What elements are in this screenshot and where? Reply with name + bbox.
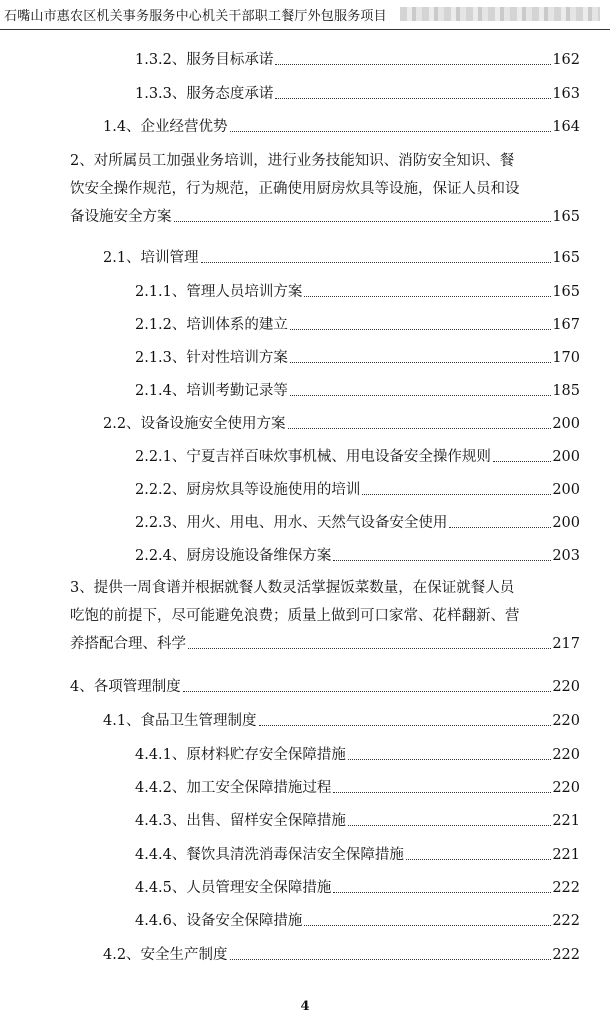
toc-leader-dots (174, 220, 552, 222)
toc-entry-title: 2.2.4、厨房设施设备维保方案 (135, 548, 332, 564)
toc-entry-page: 217 (552, 636, 580, 652)
toc-entry-4-4-6[interactable] (135, 911, 580, 931)
toc-entry-page: 221 (552, 847, 580, 863)
toc-entry-page: 200 (552, 515, 580, 531)
toc-entry-page: 203 (552, 548, 580, 564)
toc-leader-dots (449, 526, 551, 528)
toc-entry-page: 220 (552, 747, 580, 763)
toc-entry-4-4-3[interactable] (135, 811, 580, 831)
toc-entry-page: 165 (552, 209, 580, 225)
toc-leader-dots (406, 858, 551, 860)
toc-entry-page: 165 (552, 250, 580, 266)
toc-entry-2-1-4[interactable] (135, 381, 580, 401)
toc-entry-4-4-1[interactable] (135, 745, 580, 765)
toc-entry-2-2-2[interactable] (135, 480, 580, 500)
toc-entry-3[interactable] (70, 574, 580, 658)
toc-entry-title: 2.1.4、培训考勤记录等 (135, 383, 288, 399)
toc-entry-page: 222 (552, 880, 580, 896)
toc-entry-2-1-1[interactable] (135, 282, 580, 302)
toc-entry-title: 2.2.1、宁夏吉祥百味炊事机械、用电设备安全操作规则 (135, 449, 491, 465)
toc-leader-dots (230, 958, 552, 960)
toc-entry-page: 200 (552, 482, 580, 498)
toc-entry-last-line (70, 630, 580, 658)
toc-leader-dots (333, 559, 551, 561)
toc-entry-title: 2.1、培训管理 (103, 250, 199, 266)
toc-entry-last-line (70, 203, 580, 231)
toc-entry-title: 1.3.2、服务目标承诺 (135, 52, 274, 68)
toc-entry-2-2-3[interactable] (135, 513, 580, 533)
toc-entry-title: 2.1.3、针对性培训方案 (135, 350, 288, 366)
toc-entry-title: 2.1.1、管理人员培训方案 (135, 284, 303, 300)
toc-entry-page: 222 (552, 913, 580, 929)
toc-entry-title: 4.4.3、出售、留样安全保障措施 (135, 813, 346, 829)
toc-entry-4-4-5[interactable] (135, 878, 580, 898)
redacted-header-mark (400, 7, 600, 21)
toc-entry-page: 163 (552, 86, 580, 102)
toc-leader-dots (493, 460, 551, 462)
toc-entry-title: 养搭配合理、科学 (70, 636, 186, 652)
toc-entry-4[interactable] (70, 677, 580, 697)
toc-entry-2-2[interactable] (103, 414, 580, 434)
toc-entry-title: 2.2、设备设施安全使用方案 (103, 416, 286, 432)
toc-entry-2[interactable] (70, 147, 580, 231)
page-header (0, 0, 610, 30)
toc-entry-page: 220 (552, 780, 580, 796)
toc-leader-dots (290, 328, 551, 330)
toc-entry-title: 2.2.3、用火、用电、用水、天然气设备安全使用 (135, 515, 448, 531)
toc-entry-page: 222 (552, 947, 580, 963)
toc-entry-page: 220 (552, 713, 580, 729)
toc-leader-dots (348, 824, 551, 826)
toc-entry-title: 1.3.3、服务态度承诺 (135, 86, 274, 102)
toc-leader-dots (333, 791, 551, 793)
page-number: 4 (300, 999, 310, 1014)
toc-entry-2-1[interactable] (103, 248, 580, 268)
toc-entry-2-2-4[interactable] (135, 546, 580, 566)
toc-leader-dots (201, 261, 552, 263)
toc-entry-line: 饮安全操作规范，行为规范，正确使用厨房炊具等设施，保证人员和设 (70, 181, 520, 197)
toc-entry-title: 4、各项管理制度 (70, 679, 181, 695)
toc-entry-title: 4.4.5、人员管理安全保障措施 (135, 880, 332, 896)
toc-entry-1-3-3[interactable] (135, 84, 580, 104)
toc-leader-dots (304, 295, 551, 297)
toc-entry-2-1-3[interactable] (135, 348, 580, 368)
toc-entry-title: 4.4.4、餐饮具清洗消毒保洁安全保障措施 (135, 847, 404, 863)
toc-entry-page: 162 (552, 52, 580, 68)
toc-leader-dots (275, 63, 551, 65)
toc-leader-dots (275, 97, 551, 99)
toc-entry-title: 4.2、安全生产制度 (103, 947, 228, 963)
toc-leader-dots (288, 427, 552, 429)
toc-entry-line: 2、对所属员工加强业务培训，进行业务技能知识、消防安全知识、餐 (70, 153, 515, 169)
toc-leader-dots (230, 130, 552, 132)
toc-leader-dots (333, 891, 551, 893)
toc-entry-title: 备设施安全方案 (70, 209, 172, 225)
toc-entry-page: 185 (552, 383, 580, 399)
toc-entry-2-1-2[interactable] (135, 315, 580, 335)
toc-entry-title: 4.1、食品卫生管理制度 (103, 713, 257, 729)
toc-entry-1-4[interactable] (103, 117, 580, 137)
toc-leader-dots (290, 361, 551, 363)
toc-entry-2-2-1[interactable] (135, 447, 580, 467)
toc-entry-page: 165 (552, 284, 580, 300)
toc-leader-dots (362, 493, 551, 495)
toc-leader-dots (304, 924, 551, 926)
toc-entry-page: 164 (552, 119, 580, 135)
toc-entry-page: 167 (552, 317, 580, 333)
toc-entry-title: 4.4.2、加工安全保障措施过程 (135, 780, 332, 796)
toc-leader-dots (290, 394, 551, 396)
toc-leader-dots (188, 647, 551, 649)
toc-entry-4-4-4[interactable] (135, 845, 580, 865)
toc-entry-title: 2.2.2、厨房炊具等设施使用的培训 (135, 482, 361, 498)
toc-leader-dots (348, 758, 551, 760)
toc-entry-4-4-2[interactable] (135, 778, 580, 798)
toc-entry-line: 3、提供一周食谱并根据就餐人数灵活掌握饭菜数量，在保证就餐人员 (70, 580, 515, 596)
toc-entry-page: 221 (552, 813, 580, 829)
toc-entry-page: 220 (552, 679, 580, 695)
toc-leader-dots (259, 724, 552, 726)
toc-entry-page: 200 (552, 449, 580, 465)
toc-leader-dots (183, 690, 552, 692)
toc-entry-page: 170 (552, 350, 580, 366)
toc-entry-title: 1.4、企业经营优势 (103, 119, 228, 135)
toc-entry-title: 4.4.1、原材料贮存安全保障措施 (135, 747, 346, 763)
toc-entry-line: 吃饱的前提下，尽可能避免浪费；质量上做到可口家常、花样翻新、营 (70, 608, 520, 624)
toc-entry-title: 4.4.6、设备安全保障措施 (135, 913, 303, 929)
toc-entry-4-2[interactable] (103, 945, 580, 965)
toc-entry-4-1[interactable] (103, 711, 580, 731)
header-title: 石嘴山市惠农区机关事务服务中心机关干部职工餐厅外包服务项目 (4, 9, 387, 24)
toc-entry-1-3-2[interactable] (135, 50, 580, 70)
toc-entry-page: 200 (552, 416, 580, 432)
toc-entry-title: 2.1.2、培训体系的建立 (135, 317, 288, 333)
